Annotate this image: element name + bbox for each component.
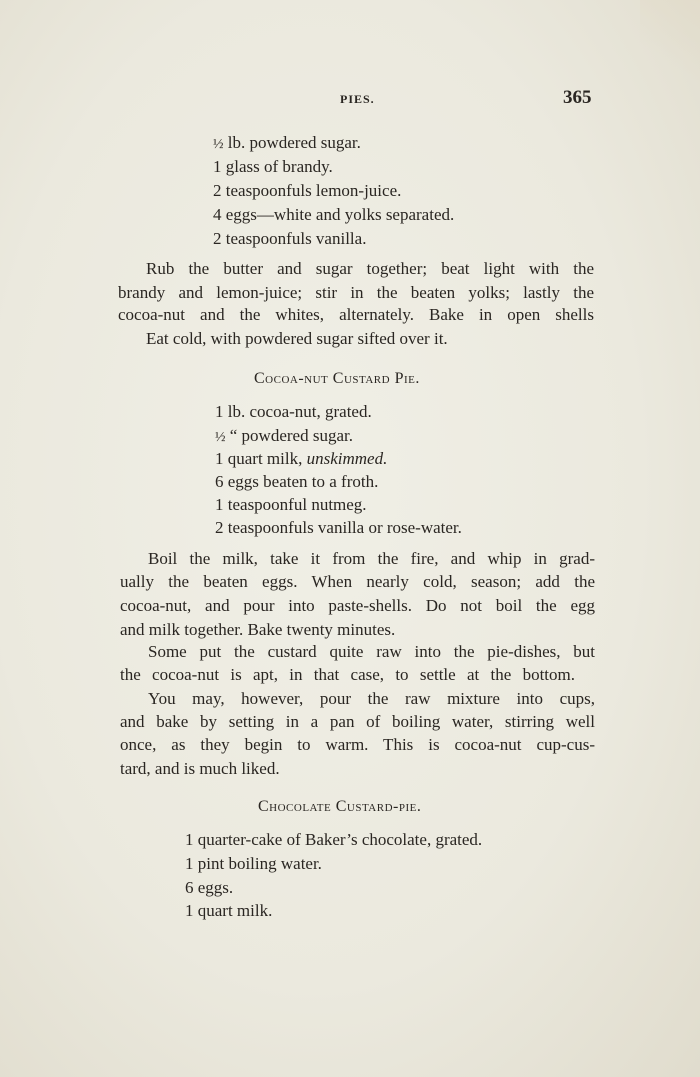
ingredient-line	[185, 899, 272, 922]
paragraph-line: cocoa-nut, and pour into paste-shells. Do not boil the egg	[120, 596, 595, 615]
recipe-title: Cocoa-nut Custard Pie.	[254, 370, 420, 387]
paragraph-line: once, as they begin to warm. This is cocoa-nut cup-cus-	[120, 735, 595, 754]
ingredient-text: “ powdered sugar.	[229, 426, 353, 445]
ingredient-text: teaspoonfuls lemon-juice.	[225, 181, 402, 200]
paragraph-line: and milk together. Bake twenty minutes.	[120, 620, 396, 639]
ingredient-text: eggs.	[197, 878, 234, 897]
ingredient-text: eggs beaten to a froth.	[227, 472, 379, 491]
paragraph-line: Eat cold, with powdered sugar sifted over it.	[146, 329, 448, 348]
ingredient-text: eggs—white and yolks separated.	[225, 205, 455, 224]
ingredient-line	[215, 400, 372, 423]
ingredient-line	[213, 155, 333, 178]
ingredient-line	[213, 131, 361, 156]
ingredient-line	[215, 516, 462, 539]
ingredient-text: teaspoonfuls vanilla or rose-water.	[227, 518, 462, 537]
recipe-title: Chocolate Custard-pie.	[258, 798, 422, 815]
ingredient-text: pint boiling water.	[197, 854, 322, 873]
ingredient-line	[215, 470, 378, 493]
ingredient-line	[185, 852, 322, 875]
ingredient-text: teaspoonful nutmeg.	[227, 495, 367, 514]
ingredient-text: lb. powdered sugar.	[227, 133, 361, 152]
ingredient-line	[215, 424, 353, 449]
ingredient-qty: 1	[215, 402, 224, 421]
ingredient-text: glass of brandy.	[225, 157, 333, 176]
ingredient-line	[215, 493, 367, 516]
ingredient-text: lb. cocoa-nut, grated.	[227, 402, 372, 421]
ingredient-qty: 2	[213, 181, 222, 200]
ingredient-text: quart milk,	[227, 449, 307, 468]
ingredient-qty: 6	[185, 878, 194, 897]
ingredient-italic: unskimmed.	[306, 449, 388, 468]
page-number: 365	[563, 87, 592, 108]
paragraph-line: and bake by setting in a pan of boiling water, stirring well	[120, 712, 595, 731]
ingredient-line	[213, 227, 366, 250]
ingredient-line	[185, 828, 482, 851]
ingredient-qty: 1	[185, 830, 194, 849]
ingredient-qty: 1	[185, 854, 194, 873]
ingredient-qty: 1	[185, 901, 194, 920]
paragraph-line: Rub the butter and sugar together; beat light with the	[146, 259, 594, 278]
ingredient-qty: 2	[215, 518, 224, 537]
paragraph-line: Some put the custard quite raw into the pie-dishes, but	[148, 642, 595, 661]
ingredient-line	[213, 203, 454, 226]
ingredient-qty: 1	[215, 449, 224, 468]
paragraph-line: the cocoa-nut is apt, in that case, to settle at the bottom.	[120, 665, 575, 684]
ingredient-text: quarter-cake of Baker’s chocolate, grated.	[197, 830, 483, 849]
ingredient-qty: 1	[215, 495, 224, 514]
ingredient-line	[215, 447, 387, 470]
ingredient-line	[213, 179, 401, 202]
ingredient-qty: 6	[215, 472, 224, 491]
ingredient-qty: ½	[213, 137, 224, 152]
ingredient-qty: 2	[213, 229, 222, 248]
ingredient-text: quart milk.	[197, 901, 273, 920]
paragraph-line: cocoa-nut and the whites, alternately. Bake in open shells	[118, 305, 594, 324]
ingredient-line	[185, 876, 233, 899]
paragraph-line: You may, however, pour the raw mixture into cups,	[148, 689, 595, 708]
paragraph-line: Boil the milk, take it from the fire, and whip in grad-	[148, 549, 595, 568]
paragraph-line: brandy and lemon-juice; stir in the beaten yolks; lastly the	[118, 283, 594, 302]
paragraph-line: ually the beaten eggs. When nearly cold, season; add the	[120, 572, 595, 591]
paragraph-line: tard, and is much liked.	[120, 759, 280, 778]
running-head: PIES.	[340, 92, 375, 106]
ingredient-text: teaspoonfuls vanilla.	[225, 229, 367, 248]
ingredient-qty: 1	[213, 157, 222, 176]
ingredient-qty: ½	[215, 430, 226, 445]
ingredient-qty: 4	[213, 205, 222, 224]
